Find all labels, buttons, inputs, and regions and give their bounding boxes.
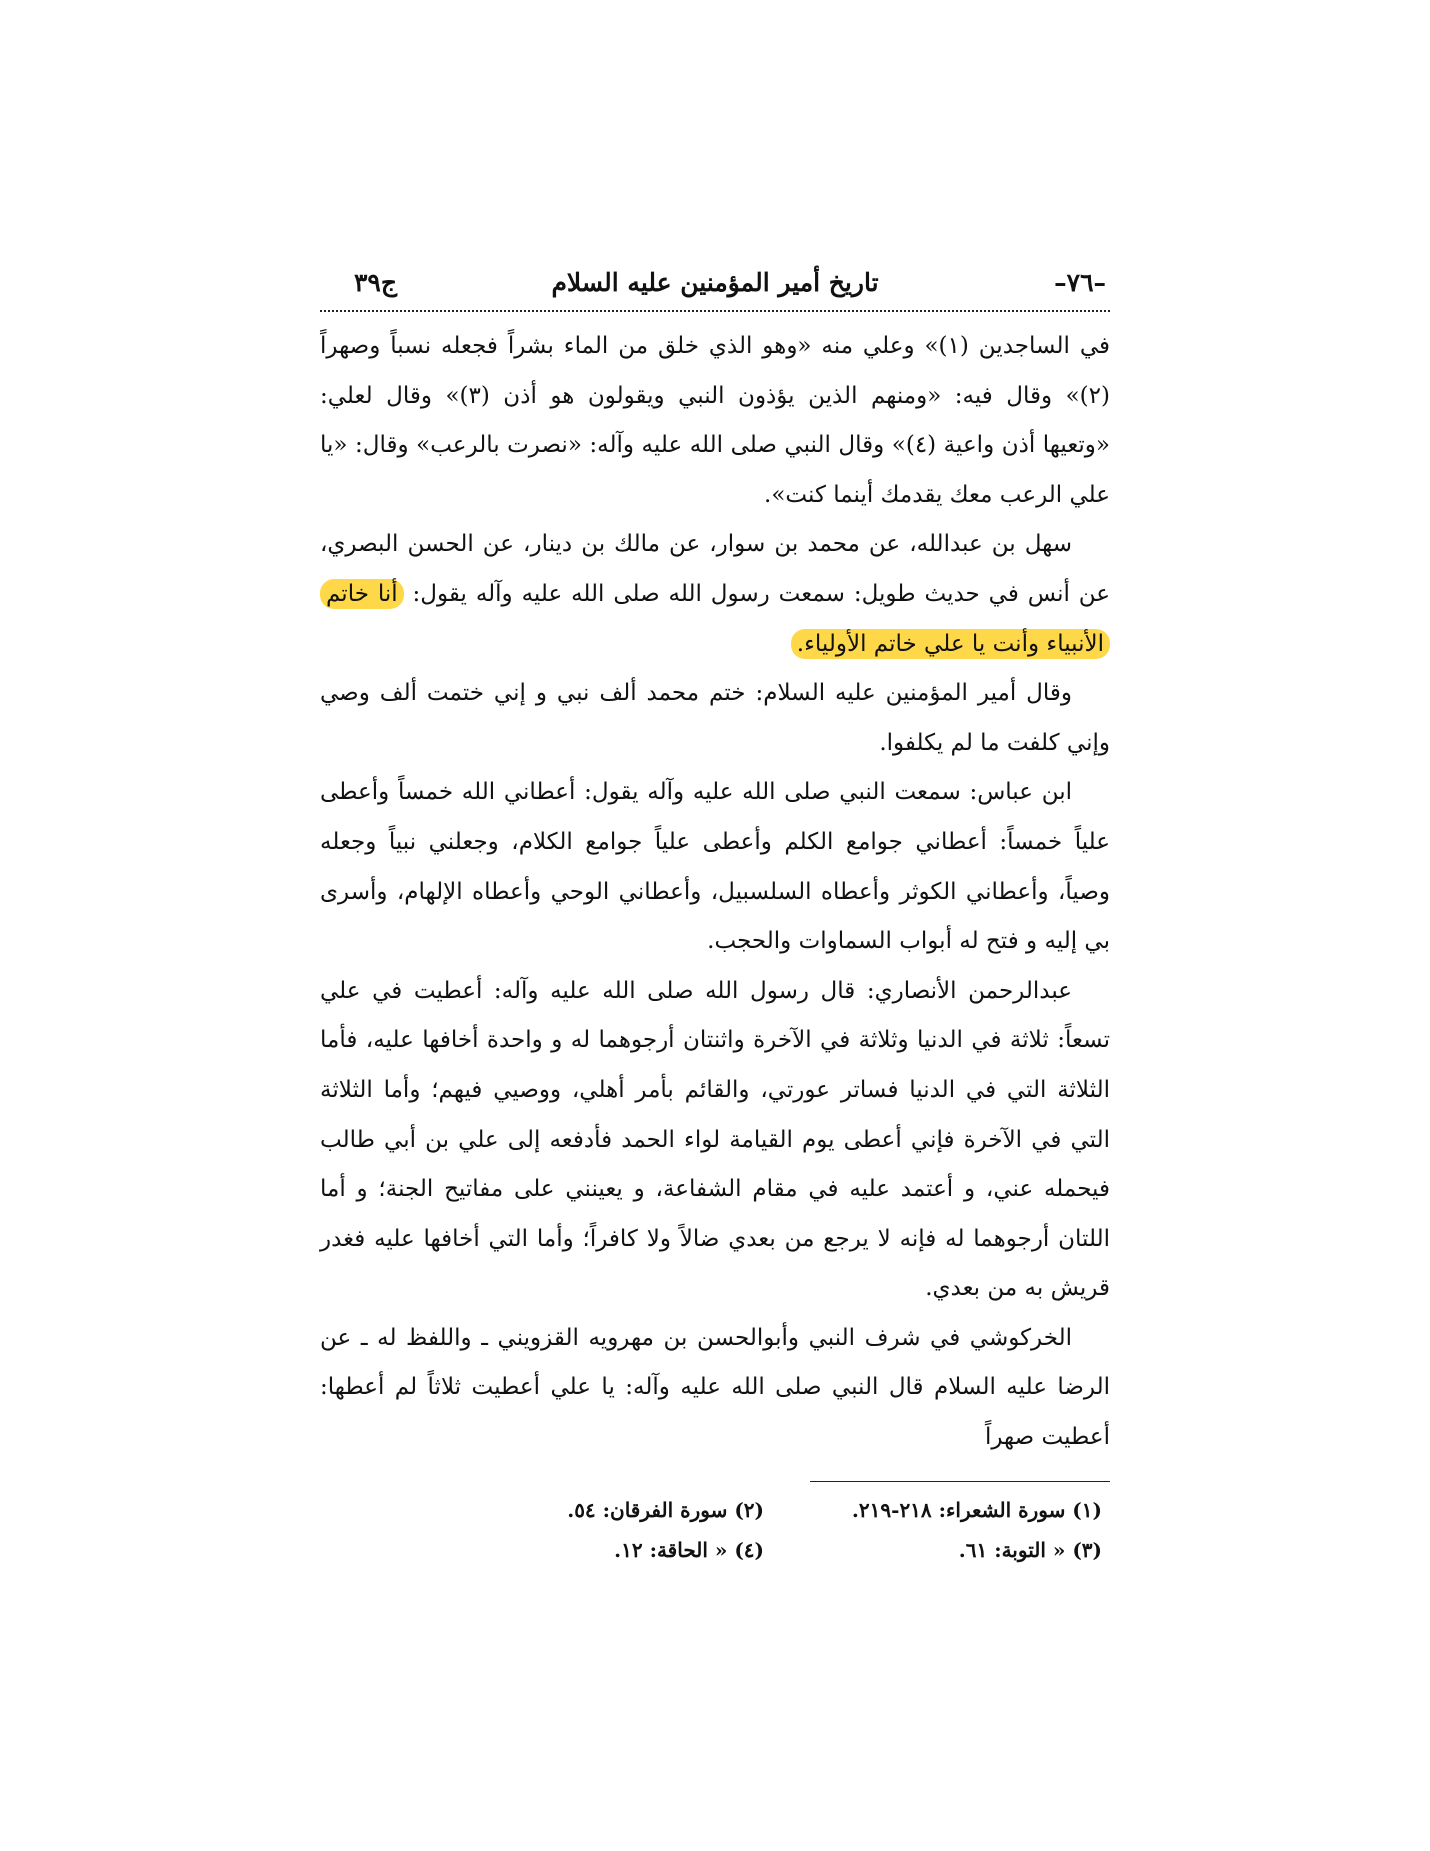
- footnote-divider: [810, 1481, 1110, 1482]
- paragraph: [320, 967, 1110, 1314]
- page-body: [320, 322, 1110, 1463]
- page-title: تاريخ أمير المؤمنين عليه السلام: [551, 268, 879, 297]
- footnote: (٤) « الحاقة: ١٢.: [614, 1537, 764, 1562]
- paragraph: [320, 1314, 1110, 1463]
- book-page: [320, 262, 1110, 1570]
- footnote: (٣) « التوبة: ٦١.: [958, 1537, 1102, 1562]
- footnote-row: [320, 1490, 1110, 1530]
- paragraph-text: في الساجدين (١)» وعلي منه «وهو الذي خلق من الماء بشراً فجعله نسباً وصهراً (٢)» وقال فيه: «ومنهم الذين يؤذون النبي ويقولون هو أذن (٣)» وقال لعلي: «وتعيها أذن واعية (٤)» وقال النبي صلى الله عليه وآله: «نصرت بالرعب» وقال: «يا علي الرعب معك يقدمك أينما كنت».: [320, 333, 1111, 508]
- paragraph: [320, 520, 1110, 669]
- paragraph-text: وقال أمير المؤمنين عليه السلام: ختم محمد ألف نبي و إني ختمت ألف وصي وإني كلفت ما لم يكلفوا.: [320, 680, 1110, 756]
- footnote: (٢) سورة الفرقان: ٥٤.: [567, 1497, 764, 1522]
- paragraph: [320, 322, 1110, 520]
- page-number: –٧٦–: [1054, 268, 1106, 297]
- footnote: (١) سورة الشعراء: ٢١٨-٢١٩.: [851, 1497, 1102, 1522]
- paragraph-text: سهل بن عبدالله، عن محمد بن سوار، عن مالك بن دينار، عن الحسن البصري، عن أنس في حديث طويل: سمعت رسول الله صلى الله عليه وآله يقول:: [320, 531, 1110, 607]
- highlighted-text: أنا خاتم الأنبياء وأنت يا علي خاتم الأولياء.: [320, 579, 1110, 659]
- paragraph-text: ابن عباس: سمعت النبي صلى الله عليه وآله يقول: أعطاني الله خمساً وأعطى علياً خمساً: أعطاني جوامع الكلم وأعطى علياً جوامع الكلام، وجعلني نبياً وجعله وصياً، وأعطاني الكوثر وأعطاه السلسبيل، وأعطاني الوحي وأعطاه الإلهام، وأسرى بي إليه و فتح له أبواب السماوات والحجب.: [320, 779, 1110, 955]
- volume-label: ج٣٩: [354, 268, 397, 297]
- paragraph: [320, 669, 1110, 768]
- paragraph-text: الخركوشي في شرف النبي وأبوالحسن بن مهرويه القزويني ـ واللفظ له ـ عن الرضا عليه السلام قال النبي صلى الله عليه وآله: يا علي أعطيت ثلاثاً لم أعطها: أعطيت صهراً: [320, 1324, 1110, 1451]
- paragraph: [320, 768, 1110, 966]
- footnote-row: [320, 1530, 1110, 1570]
- running-header: [320, 262, 1110, 312]
- paragraph-text: عبدالرحمن الأنصاري: قال رسول الله صلى الله عليه وآله: أعطيت في علي تسعاً: ثلاثة في الدنيا وثلاثة في الآخرة واثنتان أرجوهما له و واحدة أخافها عليه، فأما الثلاثة التي في الدنيا فساتر عورتي، والقائم بأمر أهلي، ووصيي فيهم؛ وأما الثلاثة التي في الآخرة فإني أعطى يوم القيامة لواء الحمد فأدفعه إلى علي بن أبي طالب فيحمله عني، و أعتمد عليه في مقام الشفاعة، و يعينني على مفاتيح الجنة؛ و أما اللتان أرجوهما له فإنه لا يرجع من بعدي ضالاً ولا كافراً؛ وأما التي أخافها عليه فغدر قريش به من بعدي.: [320, 977, 1110, 1302]
- footnotes: [320, 1490, 1110, 1570]
